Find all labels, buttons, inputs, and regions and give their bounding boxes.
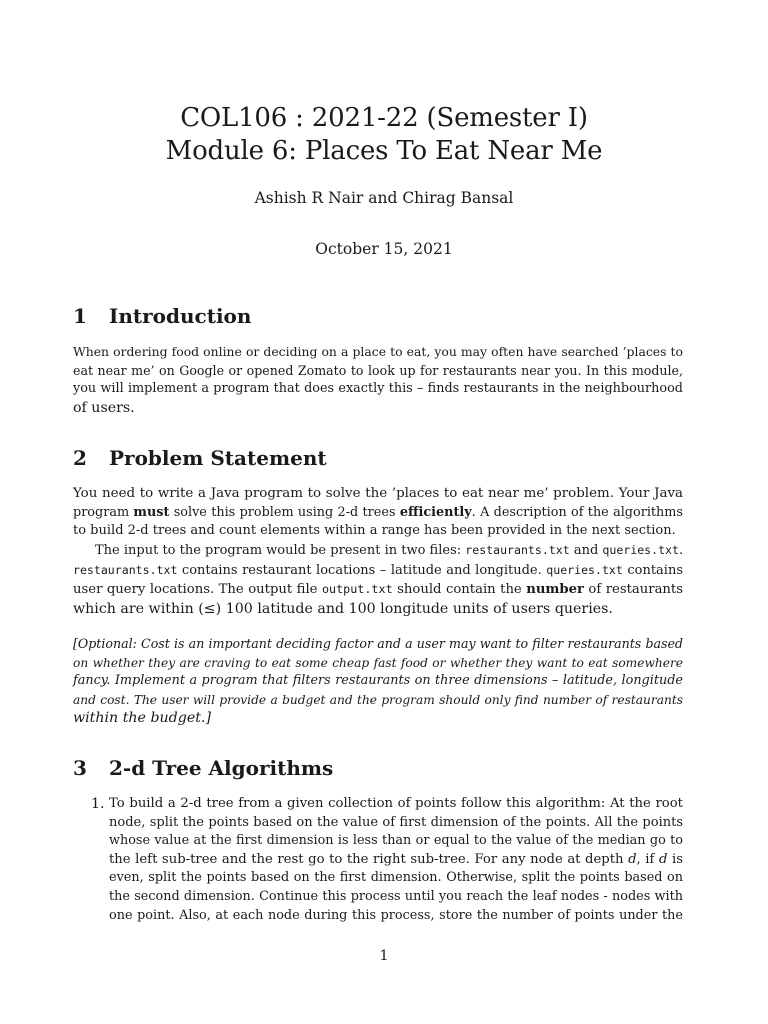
text-run: the left sub-tree and the rest go to the right sub-tree. For any node at depth [109,851,629,867]
text-run: contains restaurant locations – latitude and longitude. [177,562,547,578]
math-var-d: d [658,851,668,867]
filename-output: output.txt [321,582,393,597]
text-line: node, split the points based on the value of first dimension of the points. All the points [109,814,683,830]
text-line: of users. [73,399,135,416]
document-title-line-1: COL106 : 2021-22 (Semester I) [180,103,588,133]
emphasis-number: number [526,582,584,598]
section-number: 3 [73,756,87,780]
section-title: Introduction [109,304,252,328]
optional-paragraph [73,635,683,728]
text-line [109,851,683,870]
emphasis-efficiently: efficiently [399,504,472,520]
emphasis-must: must [133,504,170,520]
section-heading-2d-tree-algorithms [73,756,333,780]
math-var-d: d [628,851,637,867]
text-line: on whether they are craving to eat some cheap fast food or whether they want to eat somewhere [73,655,683,670]
page-number: 1 [379,948,389,964]
text-line: eat near me’ on Google or opened Zomato to look up for restaurants near you. In this module, [73,362,683,378]
list-item [73,795,683,925]
text-run: of restaurants [583,582,683,598]
text-run: user query locations. The output file [73,582,322,598]
section-heading-problem-statement [73,446,327,470]
filename-restaurants: restaurants.txt [465,543,570,557]
text-line: [Optional: Cost is an important deciding factor and a user may want to filter restaurants based [73,636,683,651]
problem-paragraph-2 [73,541,683,618]
filename-queries: queries.txt [546,562,623,577]
text-line: When ordering food online or deciding on a place to eat, you may often have searched ’places to [73,344,683,359]
text-line [73,561,683,581]
text-line: which are within (≤) 100 latitude and 100 longitude units of users queries. [73,600,613,617]
date: October 15, 2021 [315,240,453,258]
text-line: and cost. The user will provide a budget and the program should only find number of restaurants [73,692,683,707]
text-line: You need to write a Java program to solve the ’places to eat near me’ problem. Your Java [73,486,683,501]
filename-queries: queries.txt [602,543,679,557]
text-run: , if [636,851,659,867]
text-line [73,580,683,600]
text-line: to build 2-d trees and count elements within a range has been provided in the next section. [73,523,676,539]
text-line [73,541,683,561]
list-item-body [109,795,683,925]
section-heading-introduction [73,304,251,328]
filename-restaurants: restaurants.txt [73,562,178,577]
text-line: you will implement a program that does exactly this – finds restaurants in the neighbourhood [73,381,683,397]
authors: Ashish R Nair and Chirag Bansal [254,189,514,207]
section-title: Problem Statement [109,446,327,470]
introduction-paragraph [73,343,683,417]
text-run: solve this problem using 2-d trees [169,504,400,520]
title-block [0,102,768,168]
text-line: whose value at the first dimension is less than or equal to the value of the median go to [109,833,683,849]
text-line [73,504,683,523]
problem-paragraph-1 [73,485,683,541]
text-run: is [667,851,683,867]
text-run: and [569,543,603,558]
text-run: . [678,543,684,558]
section-number: 2 [73,446,87,470]
text-run: The input to the program would be present in two files: [95,543,466,558]
section-number: 1 [73,304,87,328]
text-line: even, split the points based on the first dimension. Otherwise, split the points based on [109,870,683,886]
text-run: should contain the [392,582,527,598]
section-title: 2-d Tree Algorithms [109,756,334,780]
text-line: fancy. Implement a program that filters restaurants on three dimensions – latitude, longitude [73,673,683,689]
text-run: . A description of the algorithms [471,504,683,520]
text-line: within the budget.] [73,710,211,727]
document-title-line-2: Module 6: Places To Eat Near Me [165,136,603,166]
text-run: contains [622,562,683,578]
text-line: the second dimension. Continue this process until you reach the leaf nodes - nodes with [109,888,683,904]
text-line: one point. Also, at each node during this process, store the number of points under the [109,907,683,923]
text-run: program [73,504,134,520]
text-line: To build a 2-d tree from a given collection of points follow this algorithm: At the root [109,796,683,811]
list-marker: 1. [91,796,105,812]
